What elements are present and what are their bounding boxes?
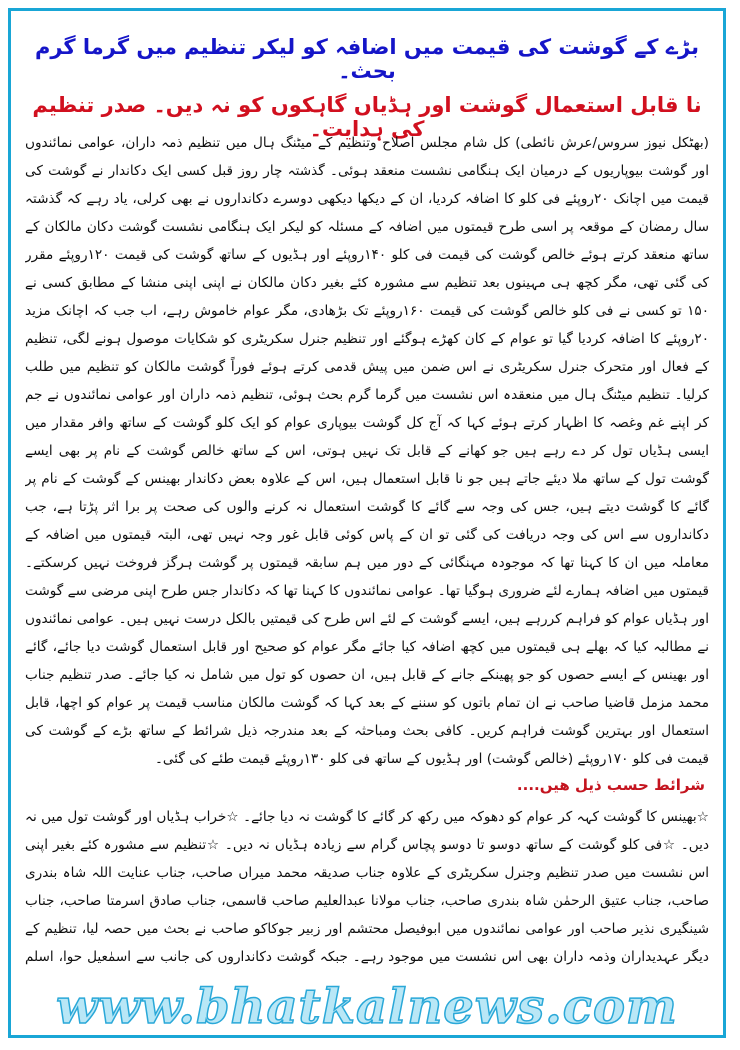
attendees-paragraph: اس نشست میں صدر تنظیم وجنرل سکریٹری کے علاوہ جناب صدیقہ محمد میراں صاحب، جناب عنایت اللہ شاہ بندری صاحب، جناب عتیق الرحمٰن شاہ بندری صاحب، جناب مولانا عبدالعلیم صاحب قاسمی، جناب صادق اسرمتا صاحب، جناب شینگیری نذیر صاحب اور عوامی نمائندوں میں ابوفیصل محتشم اور زبیر جوکاکو صاحب نے بحث میں حصہ لیا، تنظیم کے دیگر عہدیداران وذمہ داران بھی اس نشست میں موجود رہے۔ جبکہ گوشت دکانداروں کی جانب سے اسمٰعیل حوا، اسلم — [25, 865, 709, 965]
article-frame — [8, 8, 726, 1038]
article-body: (بھٹکل نیوز سروس/عرش نائطی) کل شام مجلس اصلاح وتنظیم کے میٹنگ ہال میں تنظیم ذمہ داران، عوامی نمائندوں اور گوشت بیوپاریوں کے درمیان ایک ہنگامی نشست منعقد ہوئی۔ گذشتہ چار روز قبل کسی ایک دکاندار نے گوشت کی قیمت میں اچانک ۲۰روپئے فی کلو کا اضافہ کردیا، ان کے دیکھا دیکھی دوسرے دکانداروں نے بھی کرلی، یاد رہے کہ گذشتہ سال رمضان کے موقعہ پر اسی طرح قیمتوں میں اضافہ کے مسئلہ کو لیکر ایک ہنگامی نشست گوشت دکان مالکان کے ساتھ منعقد کرتے ہوئے خالص گوشت کی قیمت فی کلو ۱۴۰روپئے اور ہڈیوں کے ساتھ گوشت کی قیمت ۱۲۰روپئے مقرر کی گئی تھی، مگر کچھ ہی مہینوں بعد تنظیم سے مشورہ کئے بغیر دکان مالکان نے اپنی اپنی منشا کے مطابق کسی نے ۱۵۰ تو کسی نے فی کلو خالص گوشت کی قیمت ۱۶۰روپئے تک بڑھادی، مگر عوام خاموش رہے، اب جب کہ اچانک مزید ۲۰روپئے کا اضافہ کردیا گیا تو عوام کے کان کھڑے ہوگئے اور تنظیم جنرل سکریٹری کو شکایات موصول ہونے لگی، تنظیم کے فعال اور متحرک جنرل سکریٹری نے اس ضمن میں پیش قدمی کرتے ہوئے فوراً گوشت مالکان کو تنظیم میں طلب کرلیا۔ تنظیم میٹنگ ہال میں منعقدہ اس نشست میں گرما گرم بحث ہوئی، تنظیم ذمہ داران اور عوامی نمائندوں نے جم کر اپنے غم وغصہ کا اظہار کرتے ہوئے کہا کہ آج کل گوشت بیوپاری عوام کو ایک کلو گوشت کے ساتھ وافر مقدار میں ایسی ہڈیاں تول کر دے رہے ہیں جو کھانے کے قابل تک نہیں ہوتی، اس کے ساتھ خالص گوشت کے نام پر بھی ایسے گوشت تول کے ساتھ ملا دیئے جاتے ہیں جو نا قابل استعمال ہیں، اس کے علاوہ بعض دکاندار بھینس کے گوشت کے نام پر گائے کا گوشت دیتے ہیں، جس کی وجہ سے گائے کا گوشت استعمال نہ کرنے والوں کی صحت پر برا اثر پڑتا ہے، جب دکانداروں سے اس کی وجہ دریافت کی گئی تو ان کے پاس کوئی قابل غور وجہ نہیں تھی، البتہ قیمتوں میں اضافہ کے معاملہ میں ان کا کہنا تھا کہ موجودہ مہنگائی کے دور میں ہم سابقہ قیمتوں پر گوشت ہرگز فروخت نہیں کرسکتے۔ قیمتوں میں اضافہ ہمارے لئے ضروری ہوگیا تھا۔ عوامی نمائندوں کا کہنا تھا کہ دکاندار جس طرح اپنی مرضی سے گوشت اور ہڈیاں عوام کو فراہم کررہے ہیں، ایسے گوشت کے لئے اس طرح کی قیمتیں بالکل درست نہیں ہیں۔ عوامی نمائندوں نے مطالبہ کیا کہ بھلے ہی قیمتوں میں کچھ اضافہ کیا جائے مگر عوام کو صحیح اور قابل استعمال گوشت دیا جائے، گائے اور بھینس کے ایسے حصوں کو جو پھینکے جانے کے قابل ہیں، ان حصوں کو تول میں شامل نہ کیا جائے۔ صدر تنظیم جناب محمد مزمل قاضیا صاحب نے ان تمام باتوں کو سننے کے بعد کہا کہ گوشت مالکان مناسب قیمت پر عوام کو اچھا، قابل استعمال اور بہترین گوشت فراہم کریں۔ کافی بحث ومباحثہ کے بعد مندرجہ ذیل شرائط کے ساتھ بڑے کے گوشت کی قیمت فی کلو ۱۷۰روپئے (خالص گوشت) اور ہڈیوں کے ساتھ فی کلو ۱۳۰روپئے قیمت طئے کی گئی۔ — [25, 135, 709, 767]
conditions-list: ☆بھینس کا گوشت کہہ کر عوام کو دھوکہ میں رکھ کر گائے کا گوشت نہ دیا جائے۔ ☆خراب ہڈیاں اور گوشت تول میں نہ دیں۔ ☆فی کلو گوشت کے ساتھ دوسو تا دوسو پچاس گرام سے زیادہ ہڈیاں نہ دیں۔ ☆تنظیم سے مشورہ کئے بغیر اپنی — [25, 809, 709, 853]
headline: بڑے کے گوشت کی قیمت میں اضافہ کو لیکر تنظیم میں گرما گرم بحث۔ — [34, 35, 700, 83]
subheadline: نا قابل استعمال گوشت اور ہڈیاں گاہکوں کو نہ دیں۔ صدر تنظیم کی ہدایت۔ — [32, 93, 702, 141]
conditions-heading: شرائط حسب ذیل ھیں.... — [516, 776, 705, 794]
site-watermark: www.bhatkalnews.com — [56, 979, 678, 1035]
